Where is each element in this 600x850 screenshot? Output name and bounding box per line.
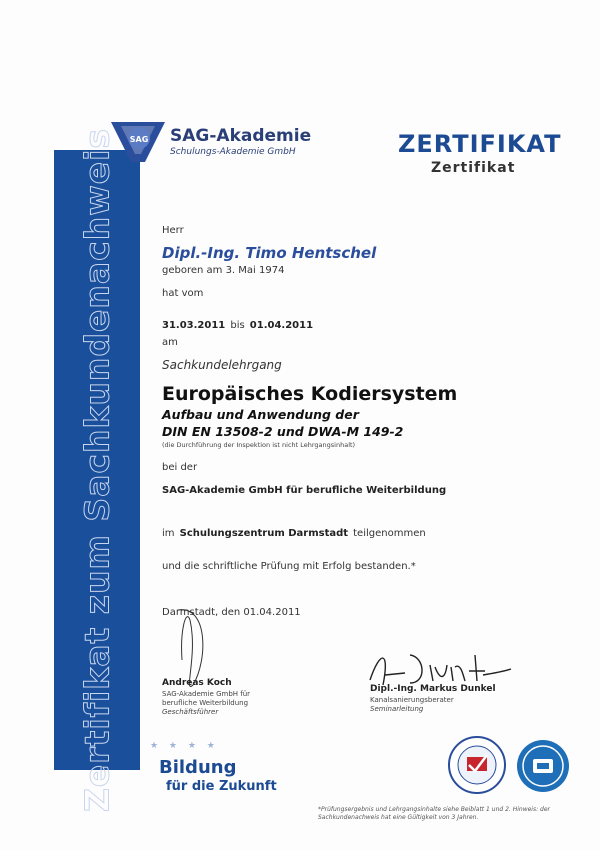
sag-logo-icon <box>107 118 169 166</box>
location-line <box>162 521 426 540</box>
course-subtitle-2: DIN EN 13508-2 und DWA-M 149-2 <box>162 424 404 439</box>
date-to: 01.04.2011 <box>249 320 314 331</box>
date-bis: bis <box>230 320 245 331</box>
heading-sub: Zertifikat <box>431 160 516 176</box>
certification-seal-icon <box>515 738 571 794</box>
recipient-name: Dipl.-Ing. Timo Hentschel <box>162 244 377 262</box>
location-prefix: im <box>162 528 175 539</box>
location-place: Schulungszentrum Darmstadt <box>179 528 349 539</box>
bei-der-text: bei der <box>162 462 198 473</box>
location-suffix: teilgenommen <box>353 528 426 539</box>
signer-left-line2: berufliche Weiterbildung <box>162 699 249 707</box>
bildung-subtitle: für die Zukunft <box>166 779 277 794</box>
bildung-title: Bildung <box>159 757 237 778</box>
logo-badge-text: SAG <box>129 135 149 144</box>
signer-right-line1: Kanalsanierungsberater <box>370 696 454 704</box>
heading-main: ZERTIFIKAT <box>398 130 562 158</box>
logo-title: SAG-Akademie <box>170 126 312 146</box>
salutation: Herr <box>162 225 184 236</box>
signer-right-line2: Seminarleitung <box>370 705 424 713</box>
hat-vom-text: hat vom <box>162 288 204 299</box>
footnote: *Prüfungsergebnis und Lehrgangsinhalte siehe Beiblatt 1 und 2. Hinweis: der Sachkundenachweis hat eine Gültigkeit von 3 Jahren. <box>318 806 550 821</box>
course-note: (die Durchführung der Inspektion ist nicht Lehrgangsinhalt) <box>162 441 356 449</box>
course-dates <box>162 313 313 332</box>
date-from: 31.03.2011 <box>162 320 226 331</box>
exam-result: und die schriftliche Prüfung mit Erfolg bestanden.* <box>162 561 416 572</box>
course-subtitle-1: Aufbau und Anwendung der <box>162 407 359 422</box>
signer-left-line3: Geschäftsführer <box>162 708 219 716</box>
birth-date: geboren am 3. Mai 1974 <box>162 265 285 276</box>
logo-subtitle: Schulungs-Akademie GmbH <box>170 147 296 157</box>
signer-left-name: Andreas Koch <box>162 678 232 688</box>
signer-right-name: Dipl.-Ing. Markus Dunkel <box>370 684 496 694</box>
am-text: am <box>162 337 178 348</box>
stars-decoration: ★ ★ ★ ★ <box>150 741 219 751</box>
organizer: SAG-Akademie GmbH für berufliche Weiterbildung <box>162 485 447 496</box>
band-vertical-text: Zertifikat zum Sachkundenachweis <box>77 127 117 813</box>
place-date: Darmstadt, den 01.04.2011 <box>162 607 301 618</box>
quality-seal-icon <box>447 735 507 795</box>
signer-left-line1: SAG-Akademie GmbH für <box>162 690 251 698</box>
course-title: Europäisches Kodiersystem <box>162 383 458 405</box>
course-type: Sachkundelehrgang <box>162 358 282 372</box>
